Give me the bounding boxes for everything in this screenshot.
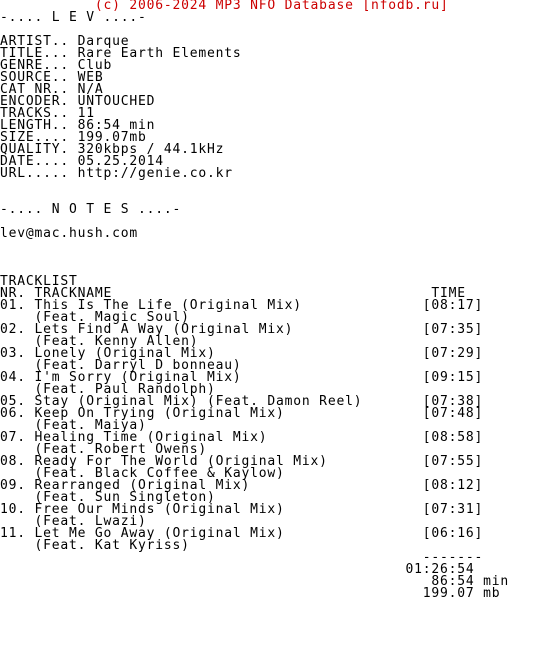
nfo-line: -.... L E V ....-	[0, 10, 147, 25]
nfo-line: 06. Keep On Trying (Original Mix) [07:48]	[0, 406, 484, 421]
nfo-line: -.... N O T E S ....-	[0, 202, 182, 217]
nfo-line	[0, 240, 509, 252]
nfo-line: 07. Healing Time (Original Mix) [08:58]	[0, 430, 484, 445]
nfo-line: -------	[0, 550, 484, 565]
nfo-line: (Feat. Magic Soul)	[0, 310, 190, 325]
nfo-line: (Feat. Paul Randolph)	[0, 382, 216, 397]
nfo-line: lev@mac.hush.com	[0, 226, 139, 241]
nfo-line: (Feat. Black Coffee & Kaylow)	[0, 466, 285, 481]
nfo-line: 02. Lets Find A Way (Original Mix) [07:35]	[0, 322, 484, 337]
watermark-line: (c) 2006-2024 MP3 NFO Database [nfodb.ru]	[0, 0, 449, 13]
nfo-line: 11. Let Me Go Away (Original Mix) [06:16]	[0, 526, 484, 541]
nfo-line: ENCODER. UNTOUCHED	[0, 94, 156, 109]
nfo-line: DATE.... 05.25.2014	[0, 154, 164, 169]
nfo-line: 08. Ready For The World (Original Mix) [07:55]	[0, 454, 484, 469]
nfo-line: URL..... http://genie.co.kr	[0, 166, 233, 181]
nfo-line	[0, 252, 509, 264]
nfo-line: GENRE... Club	[0, 58, 113, 73]
nfo-line: CAT NR.. N/A	[0, 82, 104, 97]
nfo-line: 01:26:54	[0, 562, 475, 577]
nfo-line: 10. Free Our Minds (Original Mix) [07:31]	[0, 502, 484, 517]
nfo-line: (Feat. Darryl D bonneau)	[0, 358, 242, 373]
nfo-line: (Feat. Robert Owens)	[0, 442, 208, 457]
nfo-line: (Feat. Maiya)	[0, 418, 147, 433]
nfo-line: (Feat. Lwazi)	[0, 514, 147, 529]
nfo-line: 03. Lonely (Original Mix) [07:29]	[0, 346, 484, 361]
nfo-line: SIZE.... 199.07mb	[0, 130, 147, 145]
nfo-line: TRACKS.. 11	[0, 106, 95, 121]
nfo-line: 04. I'm Sorry (Original Mix) [09:15]	[0, 370, 484, 385]
nfo-line: (Feat. Sun Singleton)	[0, 490, 216, 505]
nfo-line: NR. TRACKNAME TIME	[0, 286, 466, 301]
nfo-line: 86:54 min	[0, 574, 509, 589]
nfo-line: (Feat. Kenny Allen)	[0, 334, 199, 349]
nfo-line: TRACKLIST	[0, 274, 78, 289]
nfo-line: LENGTH.. 86:54 min	[0, 118, 156, 133]
nfo-line: SOURCE.. WEB	[0, 70, 104, 85]
nfo-line: ARTIST.. Darque	[0, 34, 130, 49]
nfo-line: 05. Stay (Original Mix) (Feat. Damon Reel) [07:38]	[0, 394, 484, 409]
nfo-line: QUALITY. 320kbps / 44.1kHz	[0, 142, 225, 157]
nfo-line: TITLE... Rare Earth Elements	[0, 46, 242, 61]
nfo-line	[0, 180, 509, 192]
nfo-line: 199.07 mb	[0, 586, 501, 601]
nfo-line: 09. Rearranged (Original Mix) [08:12]	[0, 478, 484, 493]
nfo-line: (Feat. Kat Kyriss)	[0, 538, 190, 553]
nfo-line: 01. This Is The Life (Original Mix) [08:17]	[0, 298, 484, 313]
